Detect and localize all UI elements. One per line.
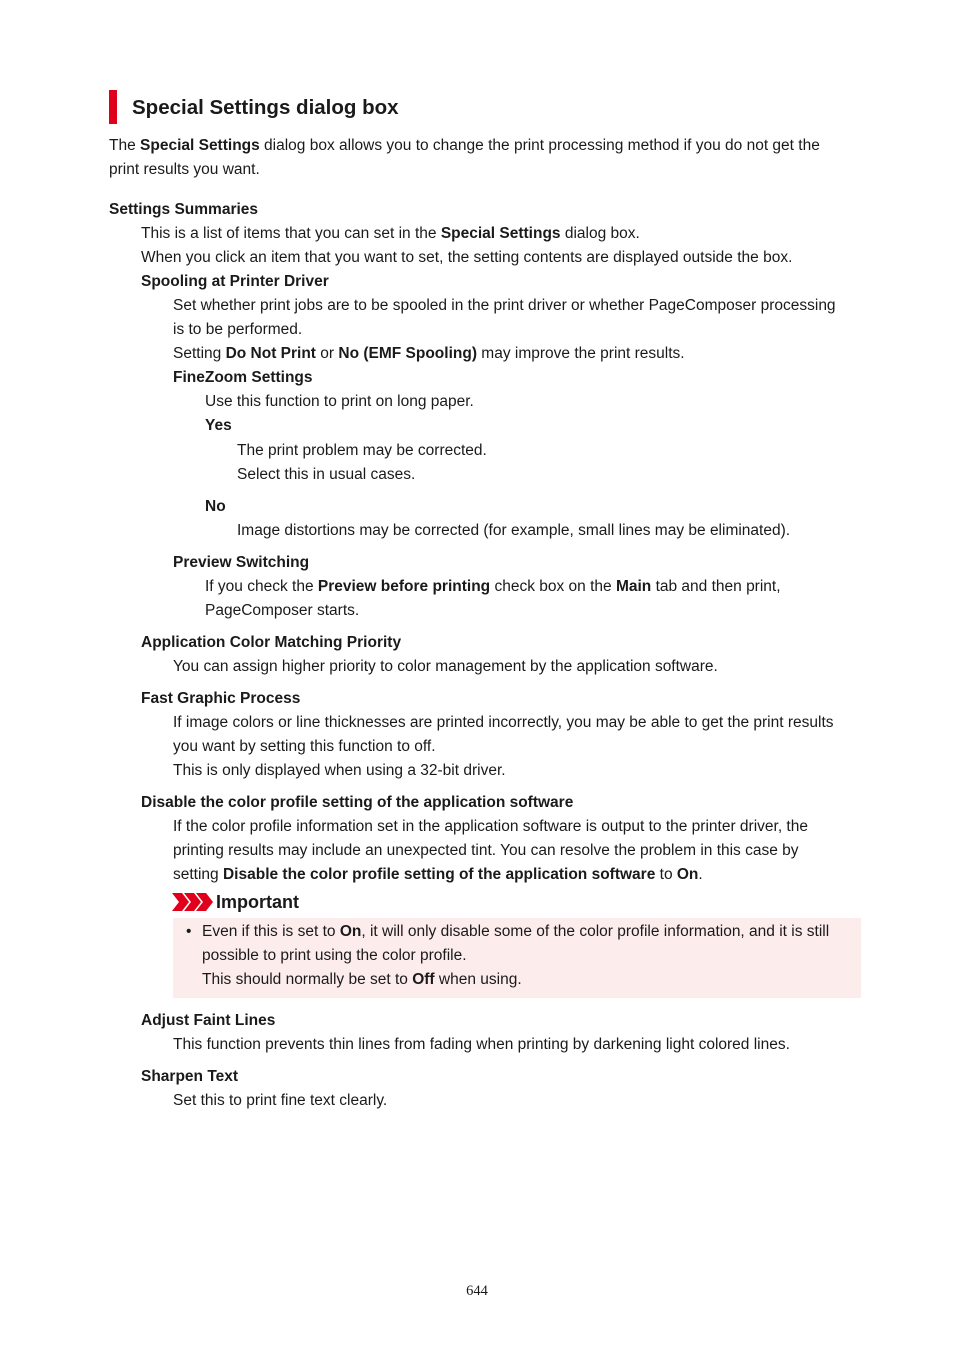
fast-graphic-line-2: you want by setting this function to off. [173, 738, 436, 755]
important-chevrons-icon [172, 893, 214, 911]
page-title: Special Settings dialog box [132, 96, 399, 119]
finezoom-no-line-1: Image distortions may be corrected (for example, small lines may be eliminated). [237, 522, 791, 539]
app-color-line-1: You can assign higher priority to color management by the application software. [173, 658, 718, 675]
sharpen-text-line-1: Set this to print fine text clearly. [173, 1092, 388, 1109]
adjust-faint-heading: Adjust Faint Lines [141, 1012, 276, 1029]
spooling-line-2: is to be performed. [173, 321, 303, 338]
disable-profile-line-3: setting Disable the color profile setting of the application software to On. [173, 866, 703, 883]
fast-graphic-line-3: This is only displayed when using a 32-bit driver. [173, 762, 506, 779]
finezoom-yes-line-1: The print problem may be corrected. [237, 442, 487, 459]
disable-profile-line-2: printing results may include an unexpected tint. You can resolve the problem in this case by [173, 842, 799, 859]
disable-profile-heading: Disable the color profile setting of the application software [141, 794, 574, 811]
disable-profile-line-1: If the color profile information set in the application software is output to the printer driver, the [173, 818, 808, 835]
preview-switching-line-2: PageComposer starts. [205, 602, 360, 619]
finezoom-desc: Use this function to print on long paper. [205, 393, 474, 410]
app-color-heading: Application Color Matching Priority [141, 634, 402, 651]
important-bullet: • [186, 923, 192, 940]
sharpen-text-heading: Sharpen Text [141, 1068, 239, 1085]
spooling-heading: Spooling at Printer Driver [141, 273, 329, 290]
finezoom-no-label: No [205, 498, 226, 515]
preview-switching-heading: Preview Switching [173, 554, 310, 571]
important-line-3: This should normally be set to Off when using. [202, 971, 522, 988]
fast-graphic-line-1: If image colors or line thicknesses are printed incorrectly, you may be able to get the print results [173, 714, 834, 731]
fast-graphic-heading: Fast Graphic Process [141, 690, 301, 707]
finezoom-heading: FineZoom Settings [173, 369, 313, 386]
page-number: 644 [466, 1283, 488, 1299]
intro-line-2: print results you want. [109, 161, 260, 178]
important-line-2: possible to print using the color profile. [202, 947, 467, 964]
important-label: Important [216, 892, 299, 912]
intro-line-1: The Special Settings dialog box allows you to change the print processing method if you do not get the [109, 137, 820, 154]
spooling-line-3: Setting Do Not Print or No (EMF Spooling) may improve the print results. [173, 345, 685, 362]
settings-summaries-line-1: This is a list of items that you can set in the Special Settings dialog box. [141, 225, 640, 242]
title-accent-bar [109, 90, 117, 124]
adjust-faint-line-1: This function prevents thin lines from fading when printing by darkening light colored lines. [173, 1036, 790, 1053]
settings-summaries-line-2: When you click an item that you want to set, the setting contents are displayed outside the box. [141, 249, 793, 266]
preview-switching-line-1: If you check the Preview before printing check box on the Main tab and then print, [205, 578, 781, 595]
finezoom-yes-label: Yes [205, 417, 232, 434]
finezoom-yes-line-2: Select this in usual cases. [237, 466, 416, 483]
settings-summaries-heading: Settings Summaries [109, 201, 259, 218]
spooling-line-1: Set whether print jobs are to be spooled in the print driver or whether PageComposer processing [173, 297, 836, 314]
important-line-1: Even if this is set to On, it will only disable some of the color profile information, and it is still [202, 923, 830, 940]
